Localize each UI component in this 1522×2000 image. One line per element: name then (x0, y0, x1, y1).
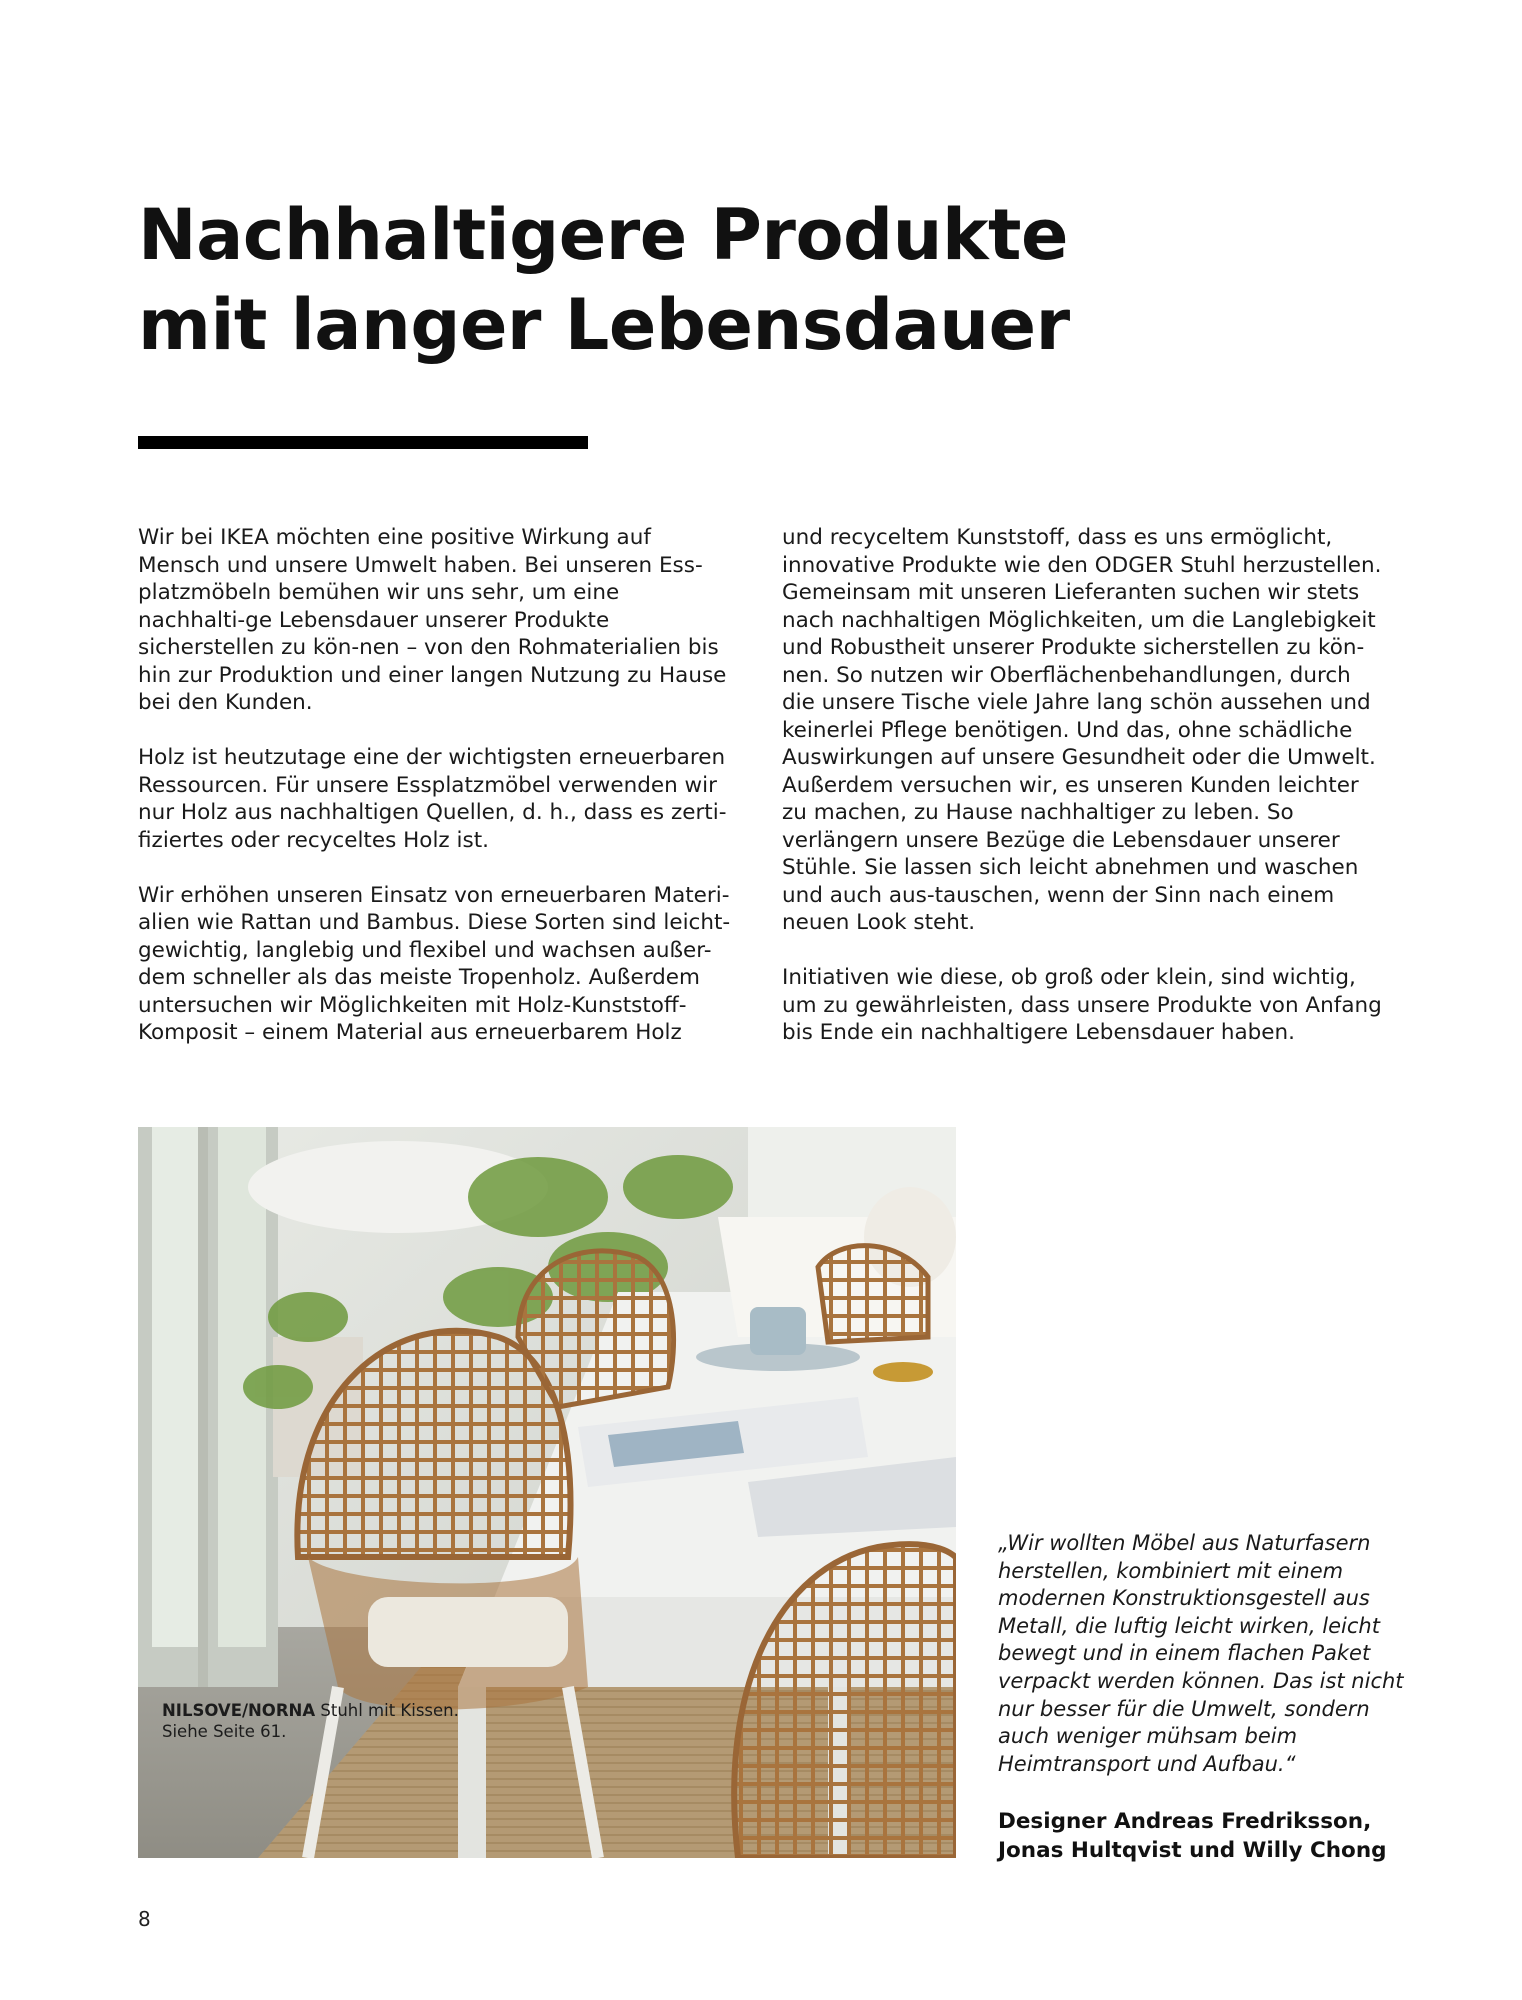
credit-line-2: Jonas Hultqvist und Willy Chong (998, 1838, 1387, 1863)
body-column-left (138, 524, 733, 1074)
dining-room-photo (138, 1127, 956, 1858)
credit-line-1: Designer Andreas Fredriksson, (998, 1809, 1372, 1834)
body-paragraph: und recyceltem Kunststoff, dass es uns ermöglicht, innovative Produkte wie den ODGER Stuhl herzustellen. Gemeinsam mit unseren Lieferanten suchen wir stets nach nachhaltigen Möglichkeiten, um die Langlebigkeit und Robustheit unserer Produkte sicherstellen zu kön-nen. So nutzen wir Oberflächenbehandlungen, durch die unsere Tische viele Jahre lang schön aussehen und keinerlei Pflege benötigen. Und das, ohne schädliche Auswirkungen auf unsere Gesundheit oder die Umwelt. Außerdem versuchen wir, es unseren Kunden leichter zu machen, zu Hause nachhaltiger zu leben. So verlängern unsere Bezüge die Lebensdauer unserer Stühle. Sie lassen sich leicht abnehmen und waschen und auch aus-tauschen, wenn der Sinn nach einem neuen Look steht. (782, 525, 1382, 935)
caption-product-name: NILSOVE/NORNA (162, 1701, 316, 1720)
title-line-2: mit langer Lebensdauer (138, 284, 1070, 366)
body-paragraph: Initiativen wie diese, ob groß oder klein, sind wichtig, um zu gewährleisten, dass unsere Produkte von Anfang bis Ende ein nachhaltigere Lebensdauer haben. (782, 965, 1382, 1045)
body-paragraph: Holz ist heutzutage eine der wichtigsten erneuerbaren Ressourcen. Für unsere Essplatzmöbel verwenden wir nur Holz aus nachhaltigen Quellen, d. h., dass es zerti-fiziertes oder recyceltes Holz ist. (138, 745, 727, 853)
title-line-1: Nachhaltigere Produkte (138, 194, 1068, 276)
body-paragraph: Wir bei IKEA möchten eine positive Wirkung auf Mensch und unsere Umwelt haben. Bei unseren Ess-platzmöbeln bemühen wir uns sehr, um eine nachhalti-ge Lebensdauer unserer Produkte sicherstellen zu kön-nen – von den Rohmaterialien bis hin zur Produktion und einer langen Nutzung zu Hause bei den Kunden. (138, 525, 727, 715)
body-column-right (782, 524, 1387, 1074)
caption-product-description: Stuhl mit Kissen. (315, 1701, 459, 1720)
body-paragraph: Wir erhöhen unseren Einsatz von erneuerbaren Materi-alien wie Rattan und Bambus. Diese Sorten sind leicht-gewichtig, langlebig und flexibel und wachsen außer-dem schneller als das meiste Tropenholz. Außerdem untersuchen wir Möglichkeiten mit Holz-Kunststoff-Komposit – einem Material aus erneuerbarem Holz (138, 882, 731, 1045)
photo-caption (162, 1700, 502, 1742)
title-underline-bar (138, 436, 588, 449)
designer-quote (998, 1530, 1418, 1778)
photo-illustration (138, 1127, 956, 1858)
caption-page-reference: Siehe Seite 61. (162, 1722, 287, 1741)
page-title (138, 190, 1238, 370)
quote-text: „Wir wollten Möbel aus Naturfasern herstellen, kombiniert mit einem modernen Konstruktionsgestell aus Metall, die luftig leicht wirken, leicht bewegt und in einem flachen Paket verpackt werden können. Das ist nicht nur besser für die Umwelt, sondern auch weniger mühsam beim Heimtransport und Aufbau.“ (998, 1531, 1404, 1776)
quote-credit (998, 1807, 1418, 1865)
page-number: 8 (138, 1907, 151, 1931)
